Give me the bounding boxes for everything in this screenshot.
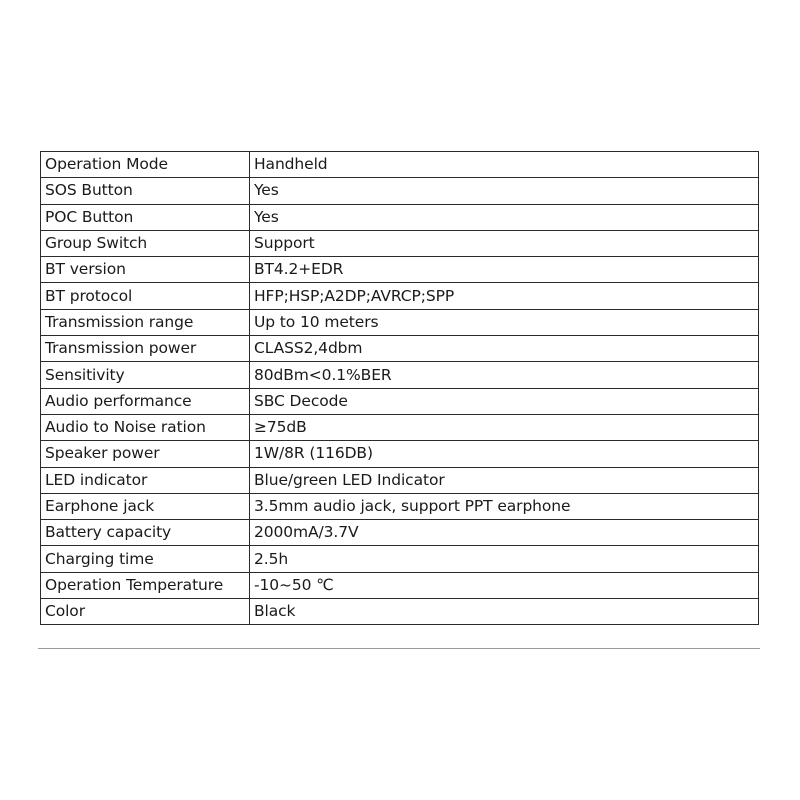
table-row: [41, 414, 759, 440]
spec-value: SBC Decode: [250, 388, 759, 414]
spec-value: 80dBm<0.1%BER: [250, 362, 759, 388]
table-row: [41, 336, 759, 362]
spec-label: Speaker power: [41, 441, 250, 467]
spec-label: BT version: [41, 257, 250, 283]
table-row: [41, 230, 759, 256]
spec-value: 1W/8R (116DB): [250, 441, 759, 467]
spec-label: Operation Temperature: [41, 572, 250, 598]
spec-label: Operation Mode: [41, 152, 250, 178]
spec-label: LED indicator: [41, 467, 250, 493]
spec-label: SOS Button: [41, 178, 250, 204]
bottom-divider: [38, 648, 760, 649]
table-row: [41, 309, 759, 335]
table-row: [41, 546, 759, 572]
table-row: [41, 572, 759, 598]
spec-label: Battery capacity: [41, 520, 250, 546]
spec-value: ≥75dB: [250, 414, 759, 440]
spec-label: Color: [41, 599, 250, 625]
spec-label: Transmission power: [41, 336, 250, 362]
spec-value: Up to 10 meters: [250, 309, 759, 335]
table-row: [41, 362, 759, 388]
table-row: [41, 467, 759, 493]
spec-value: Yes: [250, 204, 759, 230]
spec-value: Support: [250, 230, 759, 256]
spec-value: Blue/green LED Indicator: [250, 467, 759, 493]
table-row: [41, 493, 759, 519]
spec-value: BT4.2+EDR: [250, 257, 759, 283]
spec-label: POC Button: [41, 204, 250, 230]
table-row: [41, 441, 759, 467]
spec-value: 2.5h: [250, 546, 759, 572]
spec-table: [40, 151, 759, 625]
spec-label: Earphone jack: [41, 493, 250, 519]
spec-value: Black: [250, 599, 759, 625]
spec-label: Group Switch: [41, 230, 250, 256]
spec-value: -10~50 ℃: [250, 572, 759, 598]
spec-label: BT protocol: [41, 283, 250, 309]
table-row: [41, 520, 759, 546]
spec-value: Handheld: [250, 152, 759, 178]
table-row: [41, 257, 759, 283]
spec-label: Charging time: [41, 546, 250, 572]
table-row: [41, 204, 759, 230]
spec-label: Sensitivity: [41, 362, 250, 388]
spec-label: Audio performance: [41, 388, 250, 414]
table-row: [41, 283, 759, 309]
spec-table-body: [41, 152, 759, 625]
spec-label: Transmission range: [41, 309, 250, 335]
table-row: [41, 152, 759, 178]
spec-value: HFP;HSP;A2DP;AVRCP;SPP: [250, 283, 759, 309]
spec-value: 2000mA/3.7V: [250, 520, 759, 546]
spec-label: Audio to Noise ration: [41, 414, 250, 440]
table-row: [41, 178, 759, 204]
spec-value: CLASS2,4dbm: [250, 336, 759, 362]
table-row: [41, 388, 759, 414]
spec-value: Yes: [250, 178, 759, 204]
spec-value: 3.5mm audio jack, support PPT earphone: [250, 493, 759, 519]
table-row: [41, 599, 759, 625]
